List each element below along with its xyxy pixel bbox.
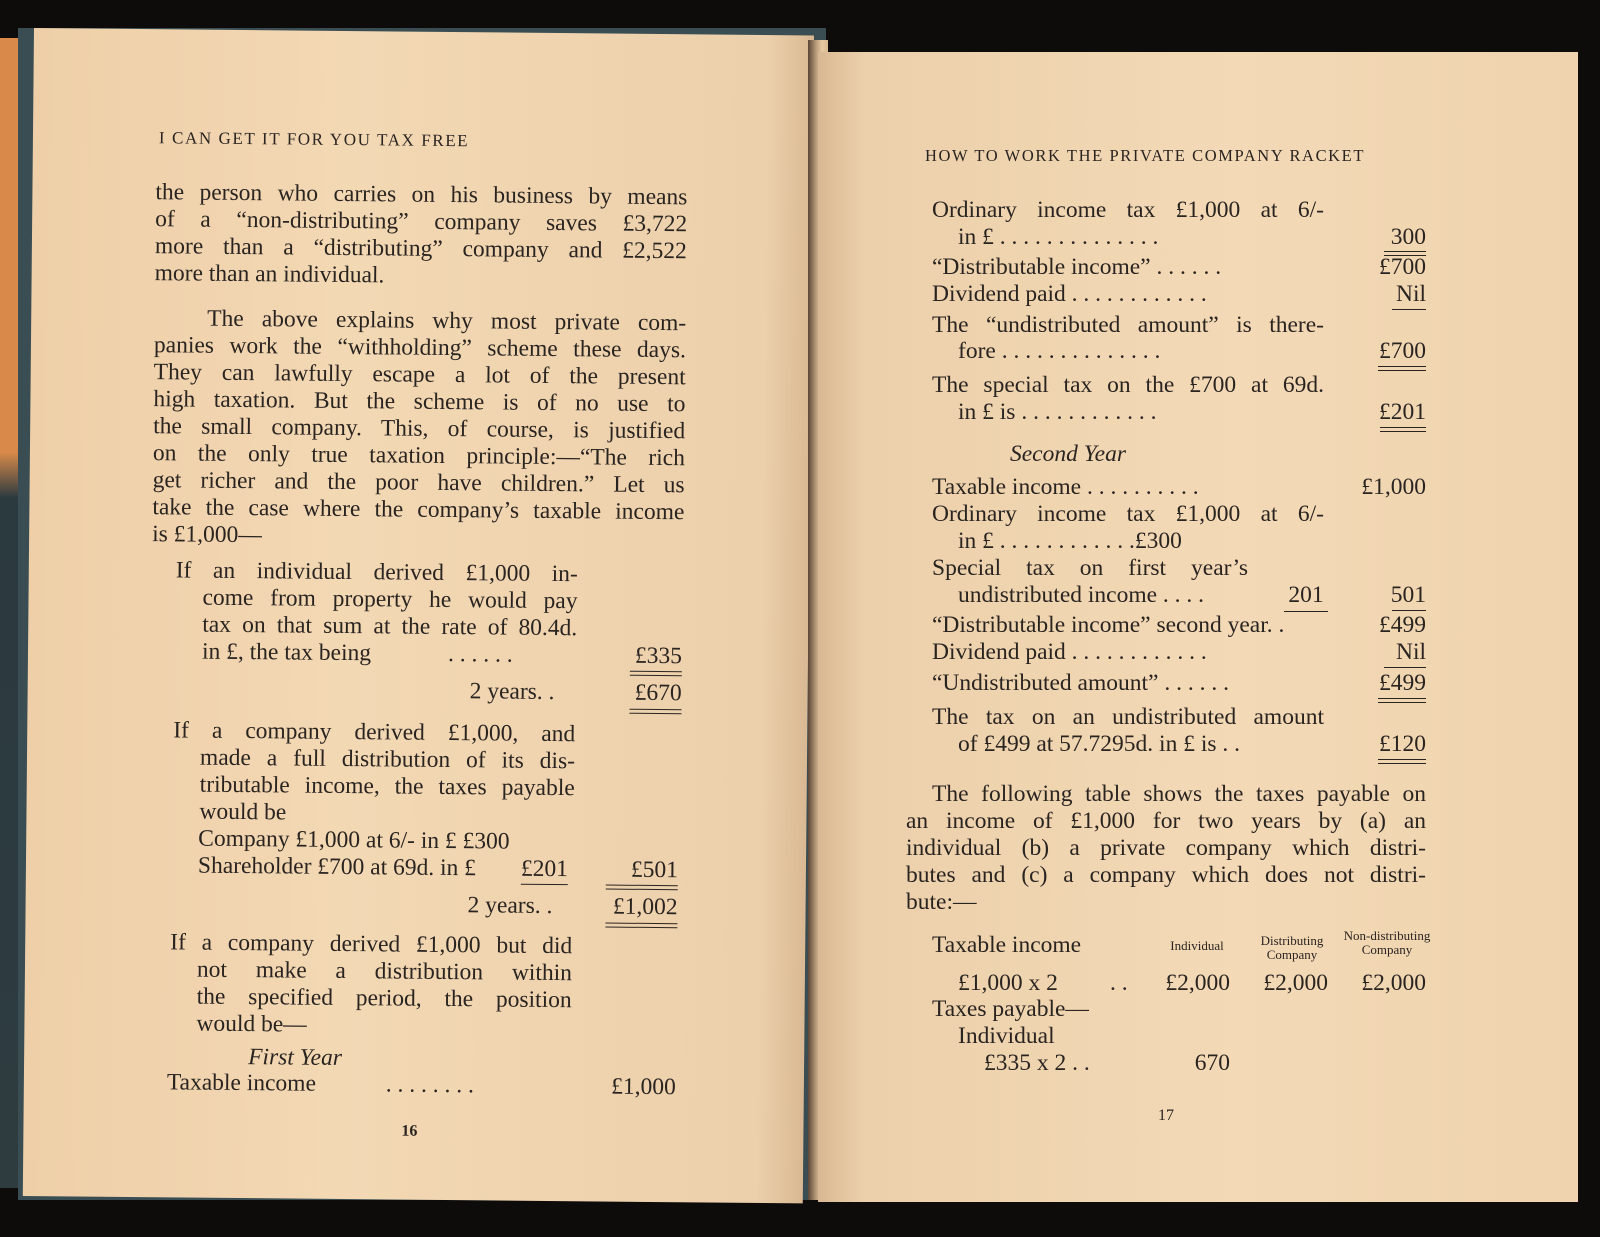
table-cell: £2,000 bbox=[1263, 970, 1328, 996]
text-line: bute:— bbox=[906, 889, 977, 915]
text-line: undistributed income . . . . bbox=[958, 582, 1205, 608]
leader-dots: . . . . . . . . bbox=[385, 1071, 475, 1099]
text-line: made a full distribution of its dis- bbox=[199, 744, 576, 775]
text-line: The following table shows the taxes payable on bbox=[932, 781, 1426, 807]
text-line: “Distributable income” second year. . bbox=[932, 612, 1285, 638]
text-line: in £ . . . . . . . . . . . .£300 bbox=[958, 528, 1182, 554]
double-rule bbox=[1380, 427, 1426, 432]
text-line: in £ . . . . . . . . . . . . . . bbox=[958, 224, 1159, 250]
text-line: The “undistributed amount” is there- bbox=[932, 312, 1324, 338]
text-line: The above explains why most private com- bbox=[207, 305, 687, 337]
text-line: Taxable income . . . . . . . . . . bbox=[932, 474, 1199, 500]
text-line: Ordinary income tax £1,000 at 6/- bbox=[932, 501, 1324, 527]
text-line: They can lawfully escape a lot of the present bbox=[153, 359, 686, 391]
text-line: Company £1,000 at 6/- in £ £300 bbox=[198, 825, 510, 855]
text-line: in £ is . . . . . . . . . . . . bbox=[958, 399, 1157, 425]
amount: £201 bbox=[521, 858, 568, 885]
text-line: Special tax on first year’s bbox=[932, 555, 1248, 581]
text-line: is £1,000— bbox=[152, 521, 262, 549]
text-line: tributable income, the taxes payable bbox=[199, 771, 575, 802]
text-line: If an individual derived £1,000 in- bbox=[175, 557, 578, 588]
text-line: an income of £1,000 for two years by (a) an bbox=[906, 808, 1426, 834]
text-line: Ordinary income tax £1,000 at 6/- bbox=[932, 197, 1324, 223]
amount-total: £670 bbox=[634, 679, 682, 707]
double-rule bbox=[1378, 366, 1426, 371]
subheading: First Year bbox=[248, 1044, 343, 1072]
table-label: Taxable income bbox=[932, 932, 1082, 958]
double-rule bbox=[605, 923, 677, 929]
leader-dots: . . . . . . bbox=[447, 641, 513, 668]
text-line: not make a distribution within bbox=[196, 956, 573, 987]
amount: Nil bbox=[1395, 281, 1426, 307]
amount: £499 bbox=[1379, 670, 1426, 696]
amount: £499 bbox=[1379, 612, 1426, 638]
subheading: Second Year bbox=[1010, 441, 1126, 467]
rule bbox=[1384, 667, 1426, 668]
text-line: take the case where the company’s taxable income bbox=[152, 494, 685, 526]
amount: £120 bbox=[1379, 731, 1426, 757]
text-line: of a “non-distributing” company saves £3,722 bbox=[155, 206, 688, 238]
table-row-label: £335 x 2 . . bbox=[984, 1050, 1090, 1076]
double-rule bbox=[630, 671, 682, 676]
text-line: Shareholder £700 at 69d. in £ bbox=[197, 852, 477, 882]
table-cell: £2,000 bbox=[1361, 970, 1426, 996]
table-cell: £2,000 bbox=[1165, 970, 1230, 996]
amount-total: £1,002 bbox=[612, 893, 678, 921]
text-line: come from property he would pay bbox=[202, 584, 578, 615]
text-line: high taxation. But the scheme is of no use to bbox=[153, 386, 686, 418]
text-line: get richer and the poor have children.” Let us bbox=[152, 467, 685, 499]
amount: £700 bbox=[1379, 338, 1426, 364]
amount: Nil bbox=[1395, 639, 1426, 665]
page-number: 17 bbox=[1158, 1107, 1174, 1124]
text-line: “Distributable income” . . . . . . bbox=[932, 254, 1222, 280]
text-line: the small company. This, of course, is justified bbox=[153, 413, 686, 445]
text-line: The special tax on the £700 at 69d. bbox=[932, 372, 1324, 398]
left-page bbox=[23, 28, 814, 1203]
text-line: on the only true taxation principle:—“The rich bbox=[152, 440, 686, 472]
column-header: Distributing Company bbox=[1260, 933, 1324, 962]
text-line: If a company derived £1,000 but did bbox=[170, 929, 573, 960]
rule bbox=[1392, 610, 1426, 611]
text-line: more than an individual. bbox=[154, 260, 385, 289]
page-number: 16 bbox=[401, 1122, 418, 1140]
text-line: The tax on an undistributed amount bbox=[932, 704, 1324, 730]
right-page bbox=[818, 52, 1578, 1202]
amount: 501 bbox=[1390, 582, 1426, 608]
amount: 300 bbox=[1390, 224, 1426, 250]
amount: £1,000 bbox=[1361, 474, 1426, 500]
running-head: I CAN GET IT FOR YOU TAX FREE bbox=[158, 128, 470, 151]
text-line: in £, the tax being bbox=[201, 638, 372, 667]
years-label: 2 years. . bbox=[467, 892, 553, 920]
column-header: Non-distributing Company bbox=[1343, 928, 1431, 957]
column-header: Individual bbox=[1170, 938, 1224, 953]
double-rule bbox=[629, 709, 681, 714]
amount: £501 bbox=[630, 856, 679, 884]
running-head: HOW TO WORK THE PRIVATE COMPANY RACKET bbox=[925, 146, 1366, 165]
text-line: Taxes payable— bbox=[932, 996, 1089, 1022]
text-line: of £499 at 57.7295d. in £ is . . bbox=[958, 731, 1240, 757]
text-line: Dividend paid . . . . . . . . . . . . bbox=[932, 639, 1207, 665]
text-line: fore . . . . . . . . . . . . . . bbox=[958, 338, 1161, 364]
text-line: Individual bbox=[958, 1023, 1055, 1049]
double-rule bbox=[1378, 759, 1426, 764]
text-line: more than a “distributing” company and £2,522 bbox=[154, 233, 688, 265]
text-line: butes and (c) a company which does not distri- bbox=[906, 862, 1426, 888]
leader-dots: . . bbox=[1110, 970, 1128, 996]
rule bbox=[1392, 309, 1426, 310]
text-line: the person who carries on his business by means bbox=[155, 179, 688, 211]
text-line: individual (b) a private company which distri- bbox=[906, 835, 1426, 861]
text-line: would be bbox=[199, 798, 287, 826]
text-line: would be— bbox=[196, 1010, 307, 1038]
amount: £335 bbox=[634, 642, 683, 670]
text-line: the specified period, the position bbox=[196, 983, 572, 1014]
table-row-label: £1,000 x 2 bbox=[958, 970, 1058, 996]
amount: 201 bbox=[1284, 584, 1328, 612]
text-line: “Undistributed amount” . . . . . . bbox=[932, 670, 1229, 696]
text-line: tax on that sum at the rate of 80.4d. bbox=[202, 611, 578, 642]
double-rule bbox=[606, 885, 678, 891]
table-cell: 670 bbox=[1194, 1050, 1230, 1076]
text-line: Dividend paid . . . . . . . . . . . . bbox=[932, 281, 1207, 307]
double-rule bbox=[1378, 698, 1426, 703]
amount: £201 bbox=[1379, 399, 1426, 425]
amount: £1,000 bbox=[611, 1073, 676, 1101]
text-line: If a company derived £1,000, and bbox=[173, 717, 576, 748]
text-line: Taxable income bbox=[166, 1069, 317, 1097]
text-line: panies work the “withholding” scheme these days. bbox=[153, 332, 687, 364]
years-label: 2 years. . bbox=[469, 678, 555, 706]
amount: £700 bbox=[1379, 254, 1426, 280]
